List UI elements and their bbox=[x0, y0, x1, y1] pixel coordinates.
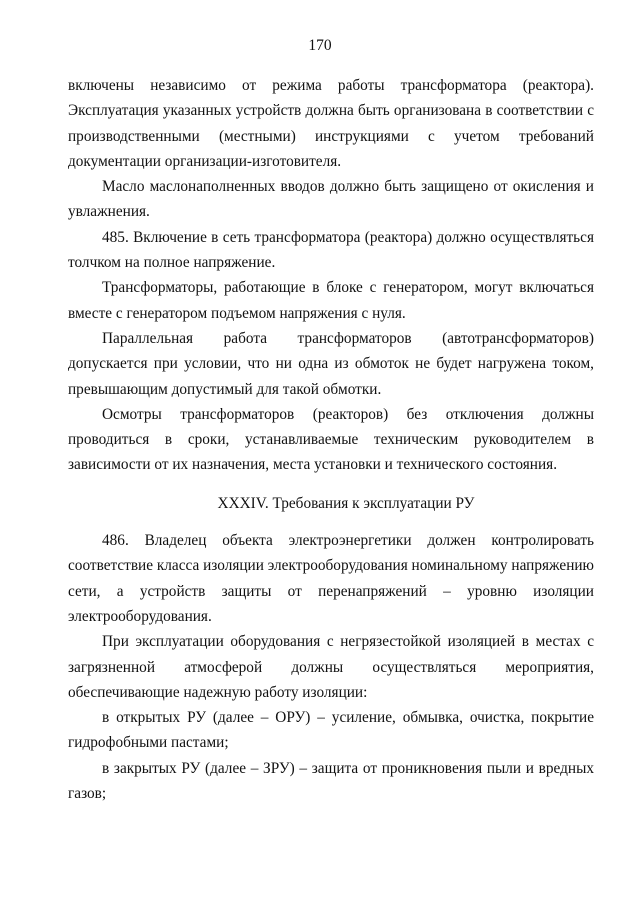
page-number: 170 bbox=[308, 37, 332, 54]
paragraph-485: 485. Включение в сеть трансформатора (реактора) должно осуществляться толчком на полное напряжение. bbox=[68, 228, 594, 272]
page-body bbox=[68, 73, 594, 806]
paragraph: Трансформаторы, работающие в блоке с генератором, могут включаться вместе с генератором подъемом напряжения с нуля. bbox=[68, 279, 594, 322]
list-item-oru: в открытых РУ (далее – ОРУ) – усиление, обмывка, очистка, покрытие гидрофобными пастами; bbox=[68, 709, 594, 752]
list-item-zru: в закрытых РУ (далее – ЗРУ) – защита от проникновения пыли и вредных газов; bbox=[68, 759, 594, 803]
section-heading: XXXIV. Требования к эксплуатации РУ bbox=[217, 494, 475, 512]
paragraph: При эксплуатации оборудования с негрязестойкой изоляцией в местах с загрязненной атмосферой должны осуществляться мероприятия, обеспечивающие надежную работу изоляции: bbox=[68, 633, 594, 701]
paragraph: Параллельная работа трансформаторов (автотрансформаторов) допускается при условии, что ни одна из обмоток не будет нагружена током, превышающим допустимый для такой обмотки. bbox=[68, 329, 594, 398]
paragraph: включены независимо от режима работы трансформатора (реактора). Эксплуатация указанных устройств должна быть организована в соответствии с производственными (местными) инструкциями с учетом требований документации организации-изготовителя. bbox=[68, 77, 594, 170]
paragraph: Масло маслонаполненных вводов должно быть защищено от окисления и увлажнения. bbox=[68, 178, 594, 221]
paragraph: Осмотры трансформаторов (реакторов) без отключения должны проводиться в сроки, устанавливаемые техническим руководителем в зависимости от их назначения, места установки и технического состояния. bbox=[68, 405, 594, 474]
paragraph-486: 486. Владелец объекта электроэнергетики должен контролировать соответствие класса изоляции электрооборудования номинальному напряжению сети, а устройств защиты от перенапряжений – уровню изоляции электрооборудования. bbox=[68, 532, 594, 625]
